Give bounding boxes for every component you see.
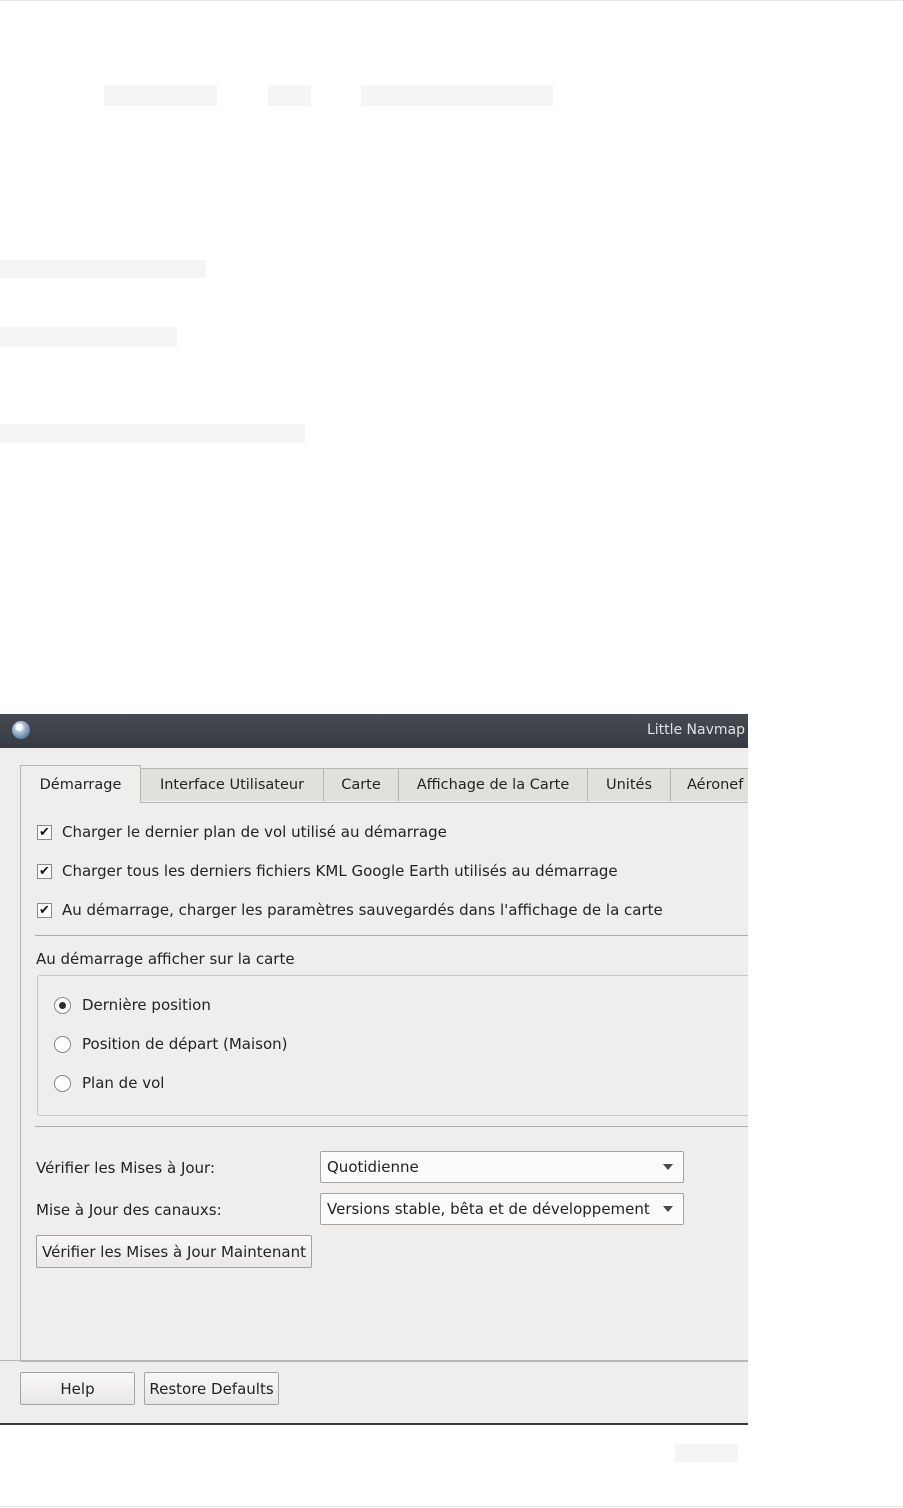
update-channel-select[interactable] bbox=[320, 1193, 684, 1225]
options-dialog bbox=[0, 714, 748, 1425]
placeholder-block bbox=[0, 424, 305, 443]
startup-map-group-title: Au démarrage afficher sur la carte bbox=[36, 950, 295, 968]
radio-label: Plan de vol bbox=[82, 1074, 165, 1092]
globe-icon[interactable] bbox=[12, 721, 30, 739]
load-map-settings-checkbox[interactable] bbox=[37, 901, 663, 919]
radio-button[interactable] bbox=[54, 1036, 71, 1053]
checkbox-label: Charger tous les derniers fichiers KML Google Earth utilisés au démarrage bbox=[62, 862, 618, 880]
update-check-label: Vérifier les Mises à Jour: bbox=[36, 1159, 216, 1177]
checkbox-check-icon[interactable]: ✔ bbox=[37, 864, 52, 879]
tab-affichage-carte[interactable]: Affichage de la Carte bbox=[398, 768, 588, 801]
checkbox-check-icon[interactable]: ✔ bbox=[37, 825, 52, 840]
radio-flight-plan[interactable] bbox=[54, 1074, 164, 1092]
radio-button[interactable] bbox=[54, 997, 71, 1014]
placeholder-block bbox=[361, 85, 553, 106]
placeholder-block bbox=[0, 260, 206, 278]
bottom-rule bbox=[0, 1506, 903, 1507]
separator bbox=[35, 1126, 748, 1127]
load-kml-checkbox[interactable] bbox=[37, 862, 618, 880]
tab-demarrage[interactable]: Démarrage bbox=[20, 765, 141, 803]
placeholder-block bbox=[675, 1444, 738, 1462]
radio-label: Position de départ (Maison) bbox=[82, 1035, 288, 1053]
startup-page bbox=[20, 802, 748, 1362]
tab-unites[interactable]: Unités bbox=[587, 768, 671, 801]
load-last-flightplan-checkbox[interactable] bbox=[37, 823, 447, 841]
checkbox-check-icon[interactable]: ✔ bbox=[37, 903, 52, 918]
separator bbox=[35, 935, 748, 936]
tab-aeronef[interactable]: Aéronef bbox=[670, 768, 748, 801]
placeholder-block bbox=[104, 85, 217, 106]
checkbox-label: Charger le dernier plan de vol utilisé au démarrage bbox=[62, 823, 447, 841]
tab-bar bbox=[20, 767, 748, 803]
top-rule bbox=[0, 0, 903, 1]
checkbox-label: Au démarrage, charger les paramètres sauvegardés dans l'affichage de la carte bbox=[62, 901, 663, 919]
title-bar bbox=[0, 714, 748, 748]
window-title: Little Navmap bbox=[646, 722, 745, 738]
radio-label: Dernière position bbox=[82, 996, 211, 1014]
update-frequency-select[interactable] bbox=[320, 1151, 684, 1183]
radio-button[interactable] bbox=[54, 1075, 71, 1092]
separator bbox=[0, 1360, 748, 1361]
restore-defaults-button[interactable]: Restore Defaults bbox=[144, 1372, 279, 1405]
help-button[interactable]: Help bbox=[20, 1372, 135, 1405]
radio-home-position[interactable] bbox=[54, 1035, 287, 1053]
update-channel-value: Versions stable, bêta et de développement bbox=[327, 1200, 650, 1218]
chevron-down-icon bbox=[663, 1206, 673, 1212]
radio-last-position[interactable] bbox=[54, 996, 211, 1014]
radio-selected-dot bbox=[59, 1002, 66, 1009]
placeholder-block bbox=[0, 327, 177, 347]
tab-carte[interactable]: Carte bbox=[323, 768, 399, 801]
update-channel-label: Mise à Jour des canauxs: bbox=[36, 1201, 222, 1219]
placeholder-block bbox=[268, 85, 311, 106]
chevron-down-icon bbox=[663, 1164, 673, 1170]
update-frequency-value: Quotidienne bbox=[327, 1158, 419, 1176]
check-updates-now-button[interactable]: Vérifier les Mises à Jour Maintenant bbox=[36, 1235, 312, 1268]
tab-interface-utilisateur[interactable]: Interface Utilisateur bbox=[140, 768, 324, 801]
